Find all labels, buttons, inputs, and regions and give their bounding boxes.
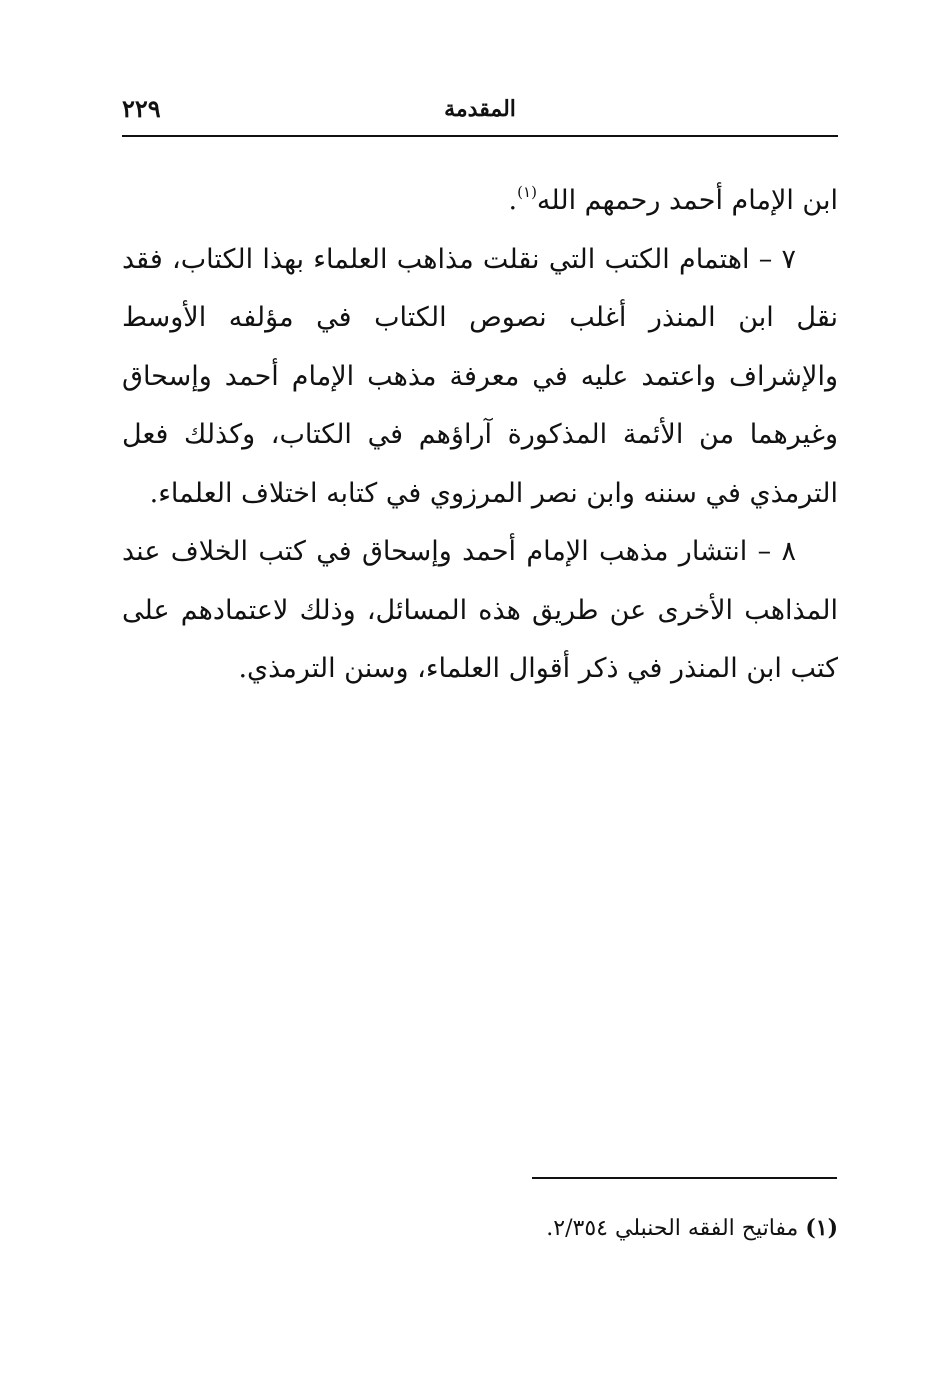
footnote [122,1208,838,1249]
page-header [122,92,838,132]
paragraph-1-text: ابن الإمام أحمد رحمهم الله [536,185,838,216]
main-text [122,172,838,699]
footnote-reference: (١) [517,183,537,201]
page-number: ٢٢٩ [122,94,161,123]
paragraph-2: ٧ – اهتمام الكتب التي نقلت مذاهب العلماء بهذا الكتاب، فقد نقل ابن المنذر أغلب نصوص الكتاب في مؤلفه الأوسط والإشراف واعتمد عليه في معرفة مذهب الإمام أحمد وإسحاق وغيرهما من الأئمة المذكورة آراؤهم في الكتاب، وكذلك فعل الترمذي في سننه وابن نصر المرزوي في كتابه اختلاف العلماء. [122,243,838,509]
footnote-divider [532,1177,837,1179]
paragraph-1 [122,172,838,231]
footnote-marker: (١) [805,1215,838,1241]
header-divider [122,135,838,137]
chapter-title: المقدمة [444,96,516,122]
paragraph-3: ٨ – انتشار مذهب الإمام أحمد وإسحاق في كتب الخلاف عند المذاهب الأخرى عن طريق هذه المسائل، وذلك لاعتمادهم على كتب ابن المنذر في ذكر أقوال العلماء، وسنن الترمذي. [122,536,838,684]
paragraph-1-end: . [508,185,518,216]
footnote-text: مفاتيح الفقه الحنبلي ٢/٣٥٤. [546,1216,799,1241]
